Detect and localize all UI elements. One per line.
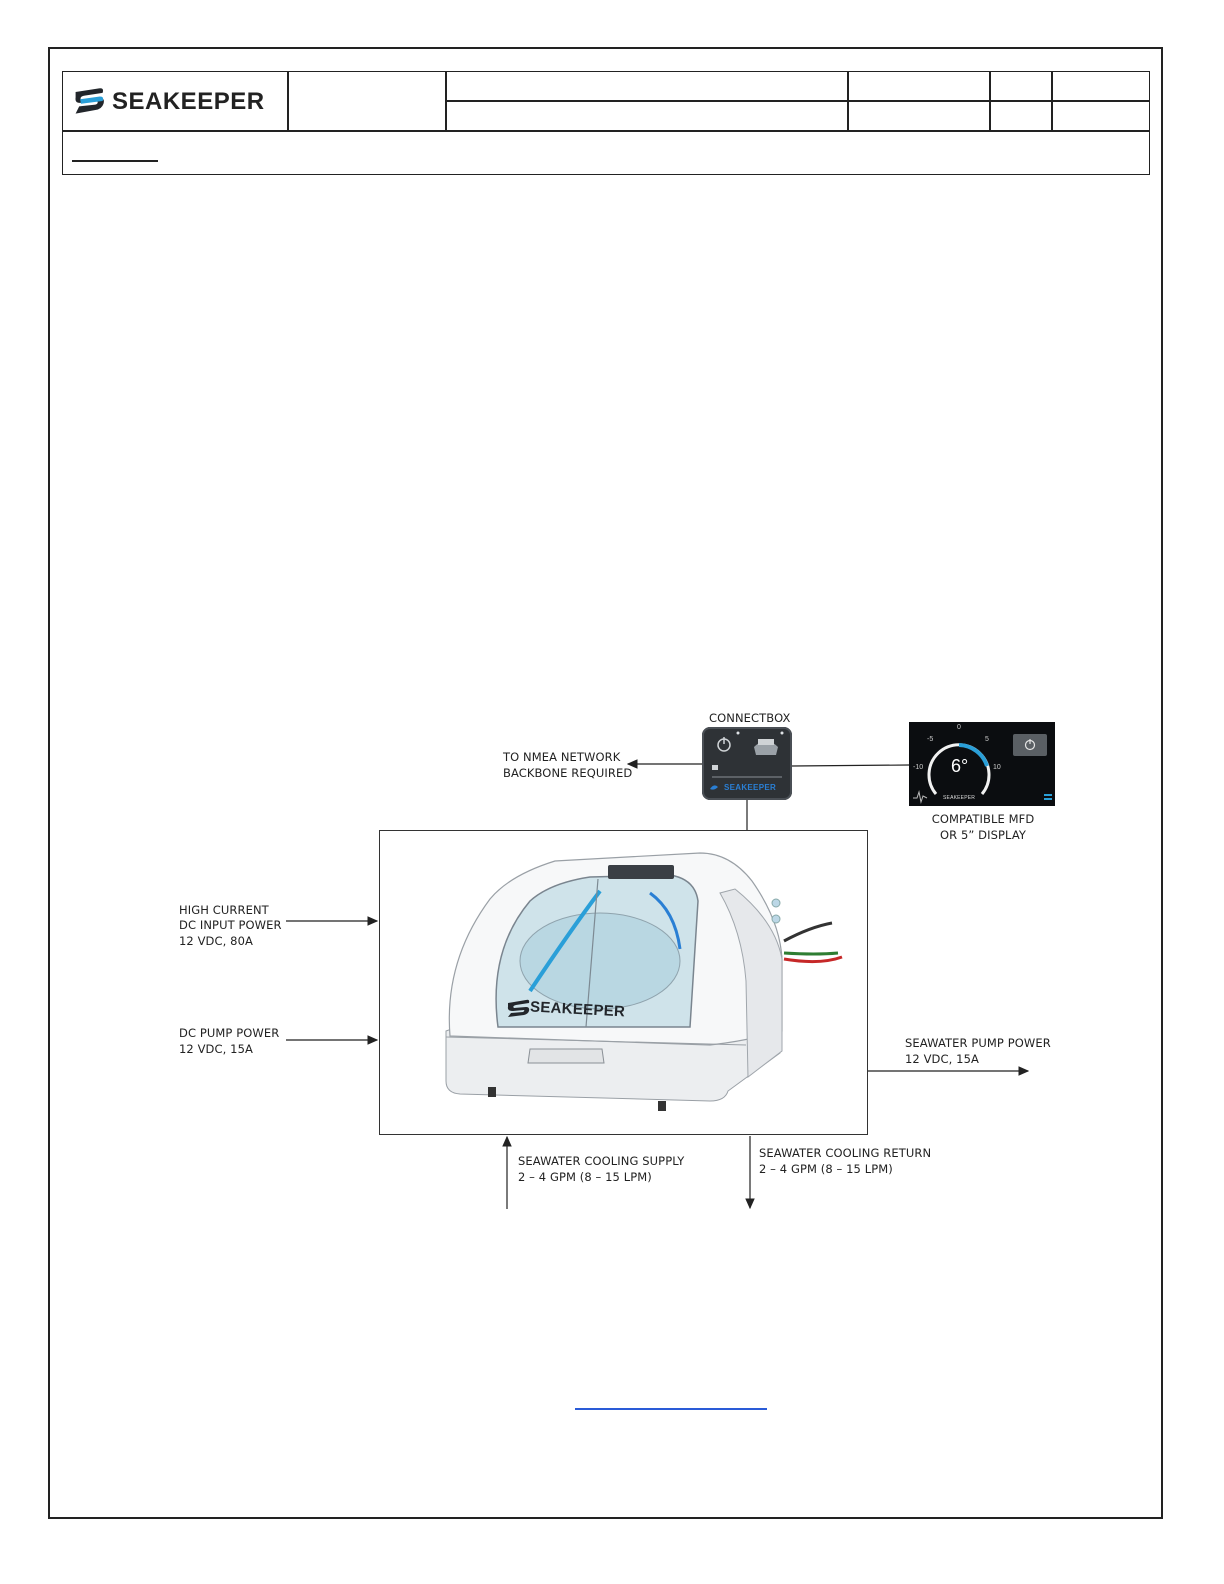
connectbox-device — [702, 727, 792, 800]
mfd-label-line1: COMPATIBLE MFD — [931, 812, 1035, 826]
cooling-supply-label-line2: 2 – 4 GPM (8 – 15 LPM) — [518, 1170, 652, 1184]
nmea-label-line2: BACKBONE REQUIRED — [503, 766, 633, 780]
nmea-label-line1: TO NMEA NETWORK — [503, 750, 621, 764]
seawater-pump-label-line2: 12 VDC, 15A — [905, 1052, 979, 1066]
brand-name: SEAKEEPER — [112, 88, 265, 115]
hyperlink-underline[interactable] — [575, 1408, 767, 1410]
dc-input-label-line3: 12 VDC, 80A — [179, 934, 253, 948]
cooling-return-label-line1: SEAWATER COOLING RETURN — [759, 1146, 932, 1160]
connectbox-brand: SEAKEEPER — [724, 783, 777, 792]
stabilizer-unit-box — [379, 830, 868, 1135]
mfd-tick: -5 — [927, 736, 934, 743]
cooling-supply-label-line1: SEAWATER COOLING SUPPLY — [518, 1154, 685, 1168]
stabilizer-unit-illustration — [380, 831, 866, 1133]
seawater-pump-label-line1: SEAWATER PUMP POWER — [905, 1036, 1051, 1050]
dc-input-label-line2: DC INPUT POWER — [179, 918, 282, 932]
mfd-angle-value: 6° — [951, 756, 969, 776]
mfd-tick: -10 — [913, 764, 924, 771]
unit-brand: SEAKEEPER — [529, 998, 626, 1021]
dc-pump-label-line2: 12 VDC, 15A — [179, 1042, 253, 1056]
mfd-display — [909, 722, 1055, 806]
mfd-tick: 10 — [993, 764, 1001, 771]
mfd-brand: SEAKEEPER — [943, 795, 976, 801]
mfd-gauge — [909, 722, 1055, 806]
connectbox-label: CONNECTBOX — [709, 711, 791, 725]
mfd-tick: 0 — [957, 724, 961, 731]
cooling-return-label-line2: 2 – 4 GPM (8 – 15 LPM) — [759, 1162, 893, 1176]
dc-input-label-line1: HIGH CURRENT — [179, 903, 269, 917]
mfd-label-line2: OR 5” DISPLAY — [939, 828, 1027, 842]
mfd-tick: 5 — [985, 736, 989, 743]
mfd-link-line — [792, 765, 909, 766]
dc-pump-label-line1: DC PUMP POWER — [179, 1026, 280, 1040]
